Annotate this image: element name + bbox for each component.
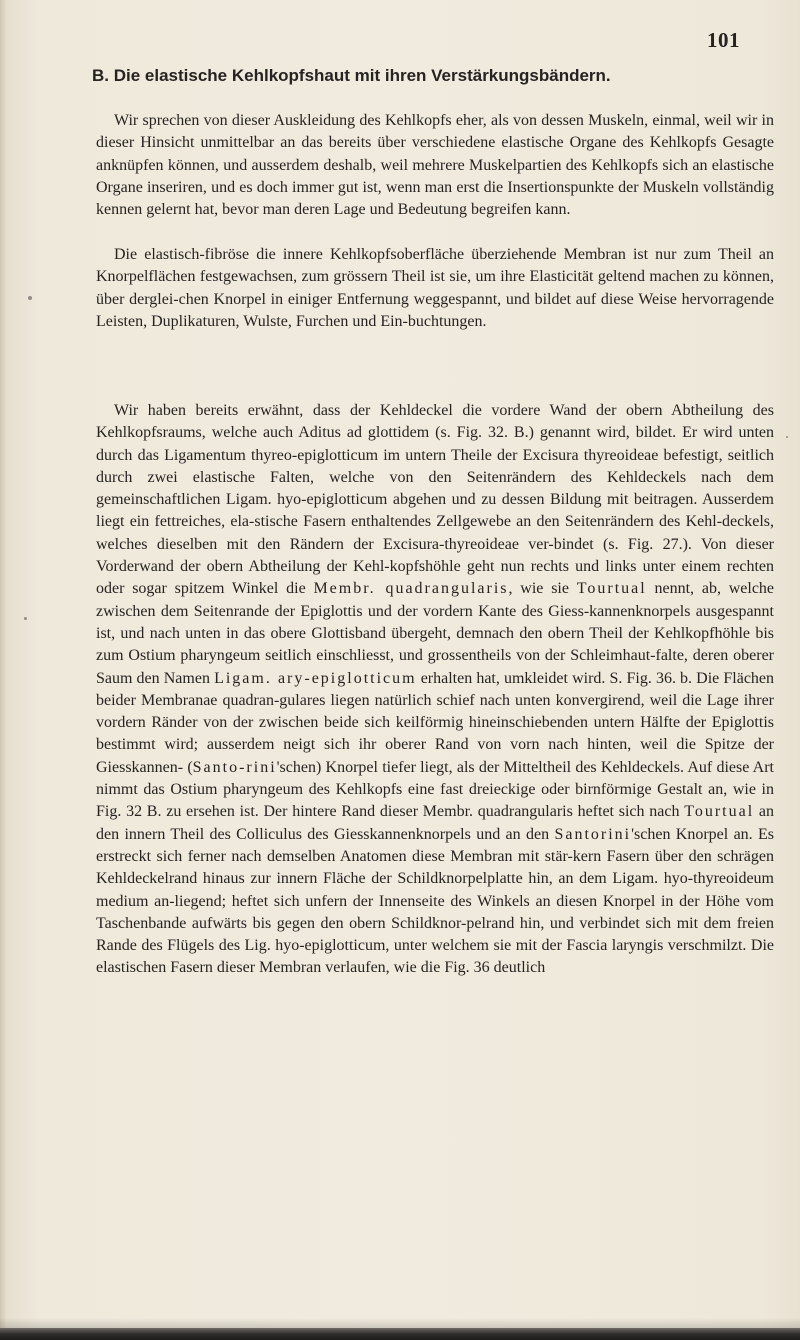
paragraph-3-text: an den innern Theil des Colliculus des Giesskannenknorpels und an den (96, 803, 775, 843)
author-name-tourtual: Tourtual (684, 803, 755, 821)
page-spine-edge (0, 0, 6, 1340)
author-name-santorini: Santo-rini (192, 758, 277, 776)
paragraph-3-text: , wie sie (508, 580, 577, 598)
page-number: 101 (707, 28, 740, 52)
scan-speck (24, 617, 27, 620)
author-name-santorini: Santorini (554, 825, 632, 843)
page-bottom-edge (0, 1328, 800, 1340)
paragraph-3-text: Wir haben bereits erwähnt, dass der Kehldeckel die vordere Wand der obern Abtheilung des Kehlkopfsraums, welche auch Aditus ad glottidem (s. Fig. 32. B.) genannt wird, bildet. Er wird unten durch das Ligamentum thyreo-epiglotticum im untern Theile der Excisura thyreoideae befestigt, seitlich durch zwei elastische Falten, welche von den Seitenrändern des Kehldeckels nach dem gemeinschaftlichen Ligam. hyo-epiglotticum abgehen und zu dessen Bildung mit beitragen. Ausserdem liegt ein fettreiches, ela-stische Fasern enthaltendes Zellgewebe an den Seitenrändern des Kehl-deckels, welches dieselben mit den Rändern der Excisura-thyreoideae ver-bindet (s. Fig. 27.). Von dieser Vorderwand der obern Abtheilung der Kehl-kopfshöhle geht nun rechts und links unter einem rechten oder sogar spitzem Winkel die (96, 402, 774, 598)
author-name-tourtual: Tourtual (576, 580, 647, 598)
term-membr-quadrangularis: Membr. quadrangularis (313, 580, 509, 598)
scan-speck (28, 296, 32, 300)
paragraph-3-text: 'schen Knorpel an. Es erstreckt sich ferner nach demselben Anatomen diese Membran mit stär-kern Fasern über den schrägen Kehldeckelrand hinaus zur innern Fläche der Schildknorpelplatte hin, an dem Ligam. hyo-thyreoideum medium an-liegend; heftet sich unfern der Innenseite des Winkels an diesen Knorpel in der Höhe vom Taschenbande aufwärts bis gegen den obern Schildknor-pelrand hin, und verbindet sich mit dem freien Rande des Flügels des Lig. hyo-epiglotticum, unter welchem sie mit der Fascia laryngis verschmilzt. Die elastischen Fasern dieser Membran verlaufen, wie die Fig. 36 deutlich (96, 825, 775, 977)
paragraph-3-text: 'schen) Knorpel tiefer liegt, als der Mitteltheil des Kehldeckels. Auf diese Art nimmt das Ostium pharyngeum des Kehlkopfs eine fast dreieckige oder birnförmige Gestalt an, wie in Fig. 32 B. zu ersehen ist. Der hintere Rand dieser Membr. quadrangularis heftet sich nach (96, 758, 774, 821)
paragraph-3-text: nennt, ab, welche zwischen dem Seitenrande der Epiglottis und der vordern Kante des Giess-kannenknorpels ausgespannt ist, und nach unten in das obere Glottisband übergeht, demnach den obern Theil der Kehlkopfhöhle bis zum Ostium pharyngeum seitlich einschliesst, und grossentheils von der Schleimhaut-falte, deren oberer Saum den Namen (96, 580, 775, 687)
section-title: Die elastische Kehlkopfshaut mit ihren Verstärkungsbändern. (113, 66, 611, 85)
paragraph-3 (96, 400, 774, 980)
paragraph-2: Die elastisch-fibröse die innere Kehlkopfsoberfläche überziehende Membran ist nur zum Theil an Knorpelflächen festgewachsen, zum grössern Theil ist sie, um ihre Elasticität geltend machen zu können, über derglei-chen Knorpel in einiger Entfernung weggespannt, und bildet auf diese Weise hervorragende Leisten, Duplikaturen, Wulste, Furchen und Ein-buchtungen. (96, 246, 774, 330)
page-bottom-shadow (0, 1318, 800, 1328)
paragraph-1: Wir sprechen von dieser Auskleidung des Kehlkopfs eher, als von dessen Muskeln, einmal, weil wir in dieser Hinsicht unmittelbar an das bereits über verschiedene elastische Organe des Kehlkopfs Gesagte anknüpfen können, und ausserdem deshalb, weil mehrere Muskelpartien des Kehlkopfs sich an elastische Organe inseriren, und es doch immer gut ist, wenn man erst die Insertionspunkte der Muskeln vollständig kennen gelernt hat, bevor man deren Lage und Bedeutung begreifen kann. (96, 112, 774, 219)
section-heading (92, 66, 772, 86)
term-ligam-ary-epiglotticum: Ligam. ary-epiglotticum (214, 669, 417, 687)
paragraph-3-text: erhalten hat, umkleidet wird. S. Fig. 36. b. Die Flächen beider Membranae quadran-gulares liegen natürlich schief nach unten konvergirend, weil die Lage ihrer vordern Ränder von der zwischen beide sich keilförmig hineinschiebenden untern Hälfte der Epiglottis bestimmt wird; ausserdem neigt sich ihr oberer Rand von vorn nach hinten, weil die Spitze der Giesskannen- ( (96, 669, 775, 776)
section-letter: B. (92, 66, 109, 85)
scan-speck (786, 436, 788, 438)
